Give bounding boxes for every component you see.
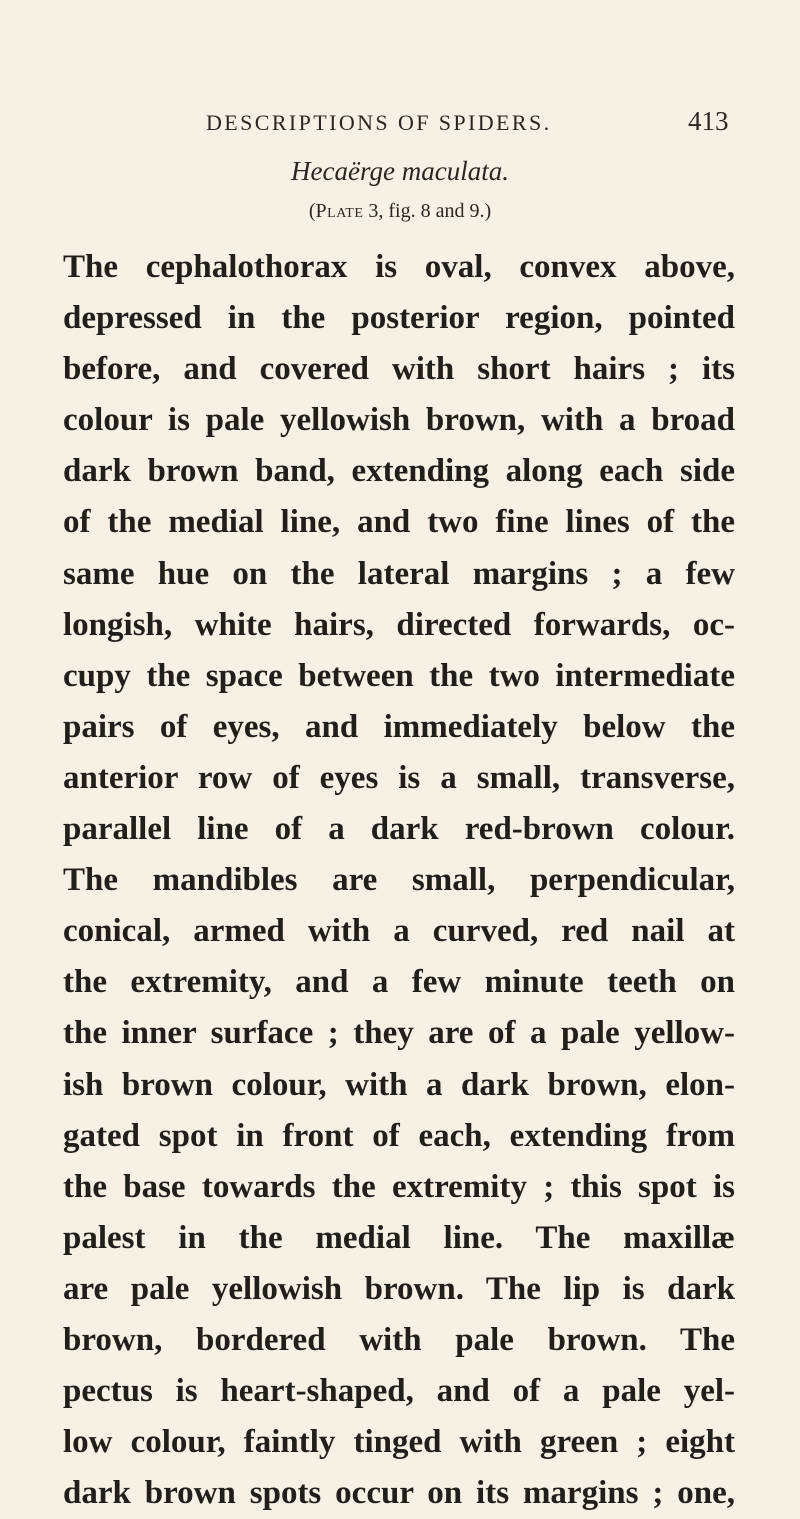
plate-figure-ref: 3, fig. 8 and 9.) — [363, 200, 492, 222]
text-line: parallel line of a dark red-brown colour. — [63, 811, 735, 848]
text-line: cupy the space between the two intermediate — [63, 657, 735, 694]
text-line: The mandibles are small, perpendicular, — [63, 862, 735, 899]
text-line: anterior row of eyes is a small, transverse, — [63, 759, 735, 796]
text-line: the extremity, and a few minute teeth on — [63, 964, 735, 1001]
text-line: gated spot in front of each, extending from — [63, 1117, 735, 1154]
text-line: of the medial line, and two fine lines of the — [63, 504, 735, 541]
text-line: same hue on the lateral margins ; a few — [63, 555, 735, 592]
text-line: dark brown band, extending along each side — [63, 453, 735, 490]
text-line: brown, bordered with pale brown. The — [63, 1321, 735, 1358]
text-line: the base towards the extremity ; this spot is — [63, 1168, 735, 1205]
text-line: pairs of eyes, and immediately below the — [63, 708, 735, 745]
page-number: 413 — [688, 106, 729, 136]
running-title: DESCRIPTIONS OF SPIDERS. — [206, 110, 552, 135]
plate-word: Plate — [315, 200, 364, 222]
text-line: The cephalothorax is oval, convex above, — [63, 249, 735, 285]
running-head — [0, 106, 800, 146]
text-line: dark brown spots occur on its margins ; one, — [63, 1475, 735, 1512]
body-paragraph — [63, 242, 735, 1519]
plate-reference — [0, 200, 800, 223]
text-line: the inner surface ; they are of a pale yellow- — [63, 1015, 735, 1052]
text-line: low colour, faintly tinged with green ; eight — [63, 1424, 735, 1461]
text-line: before, and covered with short hairs ; its — [63, 351, 735, 388]
text-line: depressed in the posterior region, pointed — [63, 300, 735, 337]
text-line: longish, white hairs, directed forwards, oc- — [63, 606, 735, 643]
plate-open-paren: ( — [308, 200, 316, 222]
text-line: ish brown colour, with a dark brown, elon- — [63, 1066, 735, 1103]
text-line: conical, armed with a curved, red nail at — [63, 913, 735, 950]
text-line: are pale yellowish brown. The lip is dark — [63, 1270, 735, 1307]
text-line: palest in the medial line. The maxillæ — [63, 1219, 735, 1256]
species-heading: Hecaërge maculata. — [291, 156, 509, 186]
text-line: pectus is heart-shaped, and of a pale yel- — [63, 1373, 735, 1410]
text-line: colour is pale yellowish brown, with a broad — [63, 402, 735, 439]
